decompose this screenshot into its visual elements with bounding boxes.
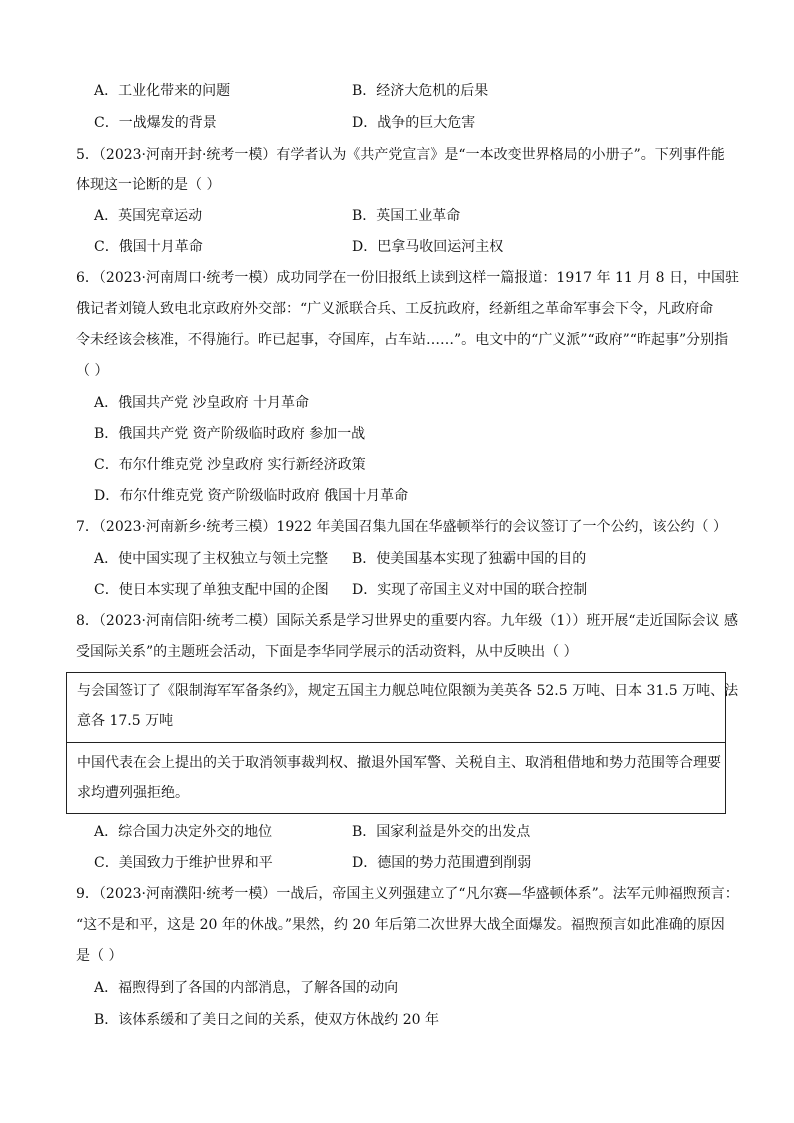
q8-material-row1-line1: 与会国签订了《限制海军军备条约》，规定五国主力舰总吨位限额为美英各 52.5 万吨、日本 31.5 万吨、法 — [77, 683, 739, 699]
q9-option-a[interactable]: A．福煦得到了各国的内部消息，了解各国的动向 — [94, 980, 399, 996]
q4-option-b[interactable]: B．经济大危机的后果 — [352, 83, 489, 99]
q9-stem-line3: 是（ ） — [76, 948, 123, 964]
q8-option-c[interactable]: C．美国致力于维护世界和平 — [94, 855, 273, 871]
q4-option-d[interactable]: D．战争的巨大危害 — [352, 115, 476, 131]
q6-stem-line3: 令未经该会核准，不得施行。昨已起事，夺国库，占车站……”。电文中的“广义派”“政府”“昨起事”分别指 — [76, 332, 729, 348]
q5-option-c[interactable]: C．俄国十月革命 — [94, 239, 203, 255]
q8-option-a[interactable]: A．综合国力决定外交的地位 — [94, 824, 273, 840]
q8-option-b[interactable]: B．国家利益是外交的出发点 — [352, 824, 531, 840]
q8-stem-line1: 8．（2023·河南信阳·统考二模）国际关系是学习世界史的重要内容。九年级（1））班开展“走近国际会议 感 — [76, 613, 738, 629]
q6-stem-line1: 6．（2023·河南周口·统考一模）成功同学在一份旧报纸上读到这样一篇报道：1917 年 11 月 8 日，中国驻 — [76, 270, 740, 286]
q5-stem-line2: 体现这一论断的是（ ） — [76, 177, 221, 193]
q8-stem-line2: 受国际关系”的主题班会活动，下面是李华同学展示的活动资料，从中反映出（ ） — [76, 644, 578, 660]
q8-material-table — [66, 672, 739, 814]
q9-stem-line2: “这不是和平，这是 20 年的休战。”果然，约 20 年后第二次世界大战全面爆发。福煦预言如此准确的原因 — [76, 917, 725, 933]
q8-material-row2-line2: 求均遭列强拒绝。 — [77, 785, 189, 801]
q6-option-a[interactable]: A．俄国共产党 沙皇政府 十月革命 — [94, 395, 310, 411]
q7-option-d[interactable]: D．实现了帝国主义对中国的联合控制 — [352, 582, 588, 598]
q9-option-b[interactable]: B．该体系缓和了美日之间的关系，使双方休战约 20 年 — [94, 1012, 440, 1028]
q7-stem-line1: 7．（2023·河南新乡·统考三模）1922 年美国召集九国在华盛顿举行的会议签订了一个公约，该公约（ ） — [76, 519, 727, 535]
q8-material-row1-line2: 意各 17.5 万吨 — [77, 713, 174, 729]
q5-option-d[interactable]: D．巴拿马收回运河主权 — [352, 239, 504, 255]
q8-material-divider — [67, 742, 725, 743]
q7-option-c[interactable]: C．使日本实现了单独支配中国的企图 — [94, 582, 329, 598]
q8-material-row2-line1: 中国代表在会上提出的关于取消领事裁判权、撤退外国军警、关税自主、取消租借地和势力范围等合理要 — [77, 755, 721, 771]
q5-option-b[interactable]: B．英国工业革命 — [352, 208, 461, 224]
q8-option-d[interactable]: D．德国的势力范围遭到削弱 — [352, 855, 532, 871]
q6-stem-line2: 俄记者刘镜人致电北京政府外交部：“广义派联合兵、工反抗政府，经新组之革命军事会下令，凡政府命 — [76, 301, 714, 317]
q5-option-a[interactable]: A．英国宪章运动 — [94, 208, 203, 224]
q6-option-c[interactable]: C．布尔什维克党 沙皇政府 实行新经济政策 — [94, 457, 366, 473]
q6-option-d[interactable]: D．布尔什维克党 资产阶级临时政府 俄国十月革命 — [94, 488, 409, 504]
q7-option-b[interactable]: B．使美国基本实现了独霸中国的目的 — [352, 551, 587, 567]
q7-option-a[interactable]: A．使中国实现了主权独立与领土完整 — [94, 551, 329, 567]
q9-stem-line1: 9．（2023·河南濮阳·统考一模）一战后，帝国主义列强建立了“凡尔赛—华盛顿体系”。法军元帅福煦预言： — [76, 886, 739, 902]
q6-option-b[interactable]: B．俄国共产党 资产阶级临时政府 参加一战 — [94, 426, 366, 442]
q5-stem-line1: 5．（2023·河南开封·统考一模）有学者认为《共产党宣言》是“一本改变世界格局的小册子”。下列事件能 — [76, 147, 725, 163]
q6-stem-line4: （ ） — [76, 363, 109, 379]
q4-option-c[interactable]: C．一战爆发的背景 — [94, 115, 217, 131]
q4-option-a[interactable]: A．工业化带来的问题 — [94, 83, 231, 99]
